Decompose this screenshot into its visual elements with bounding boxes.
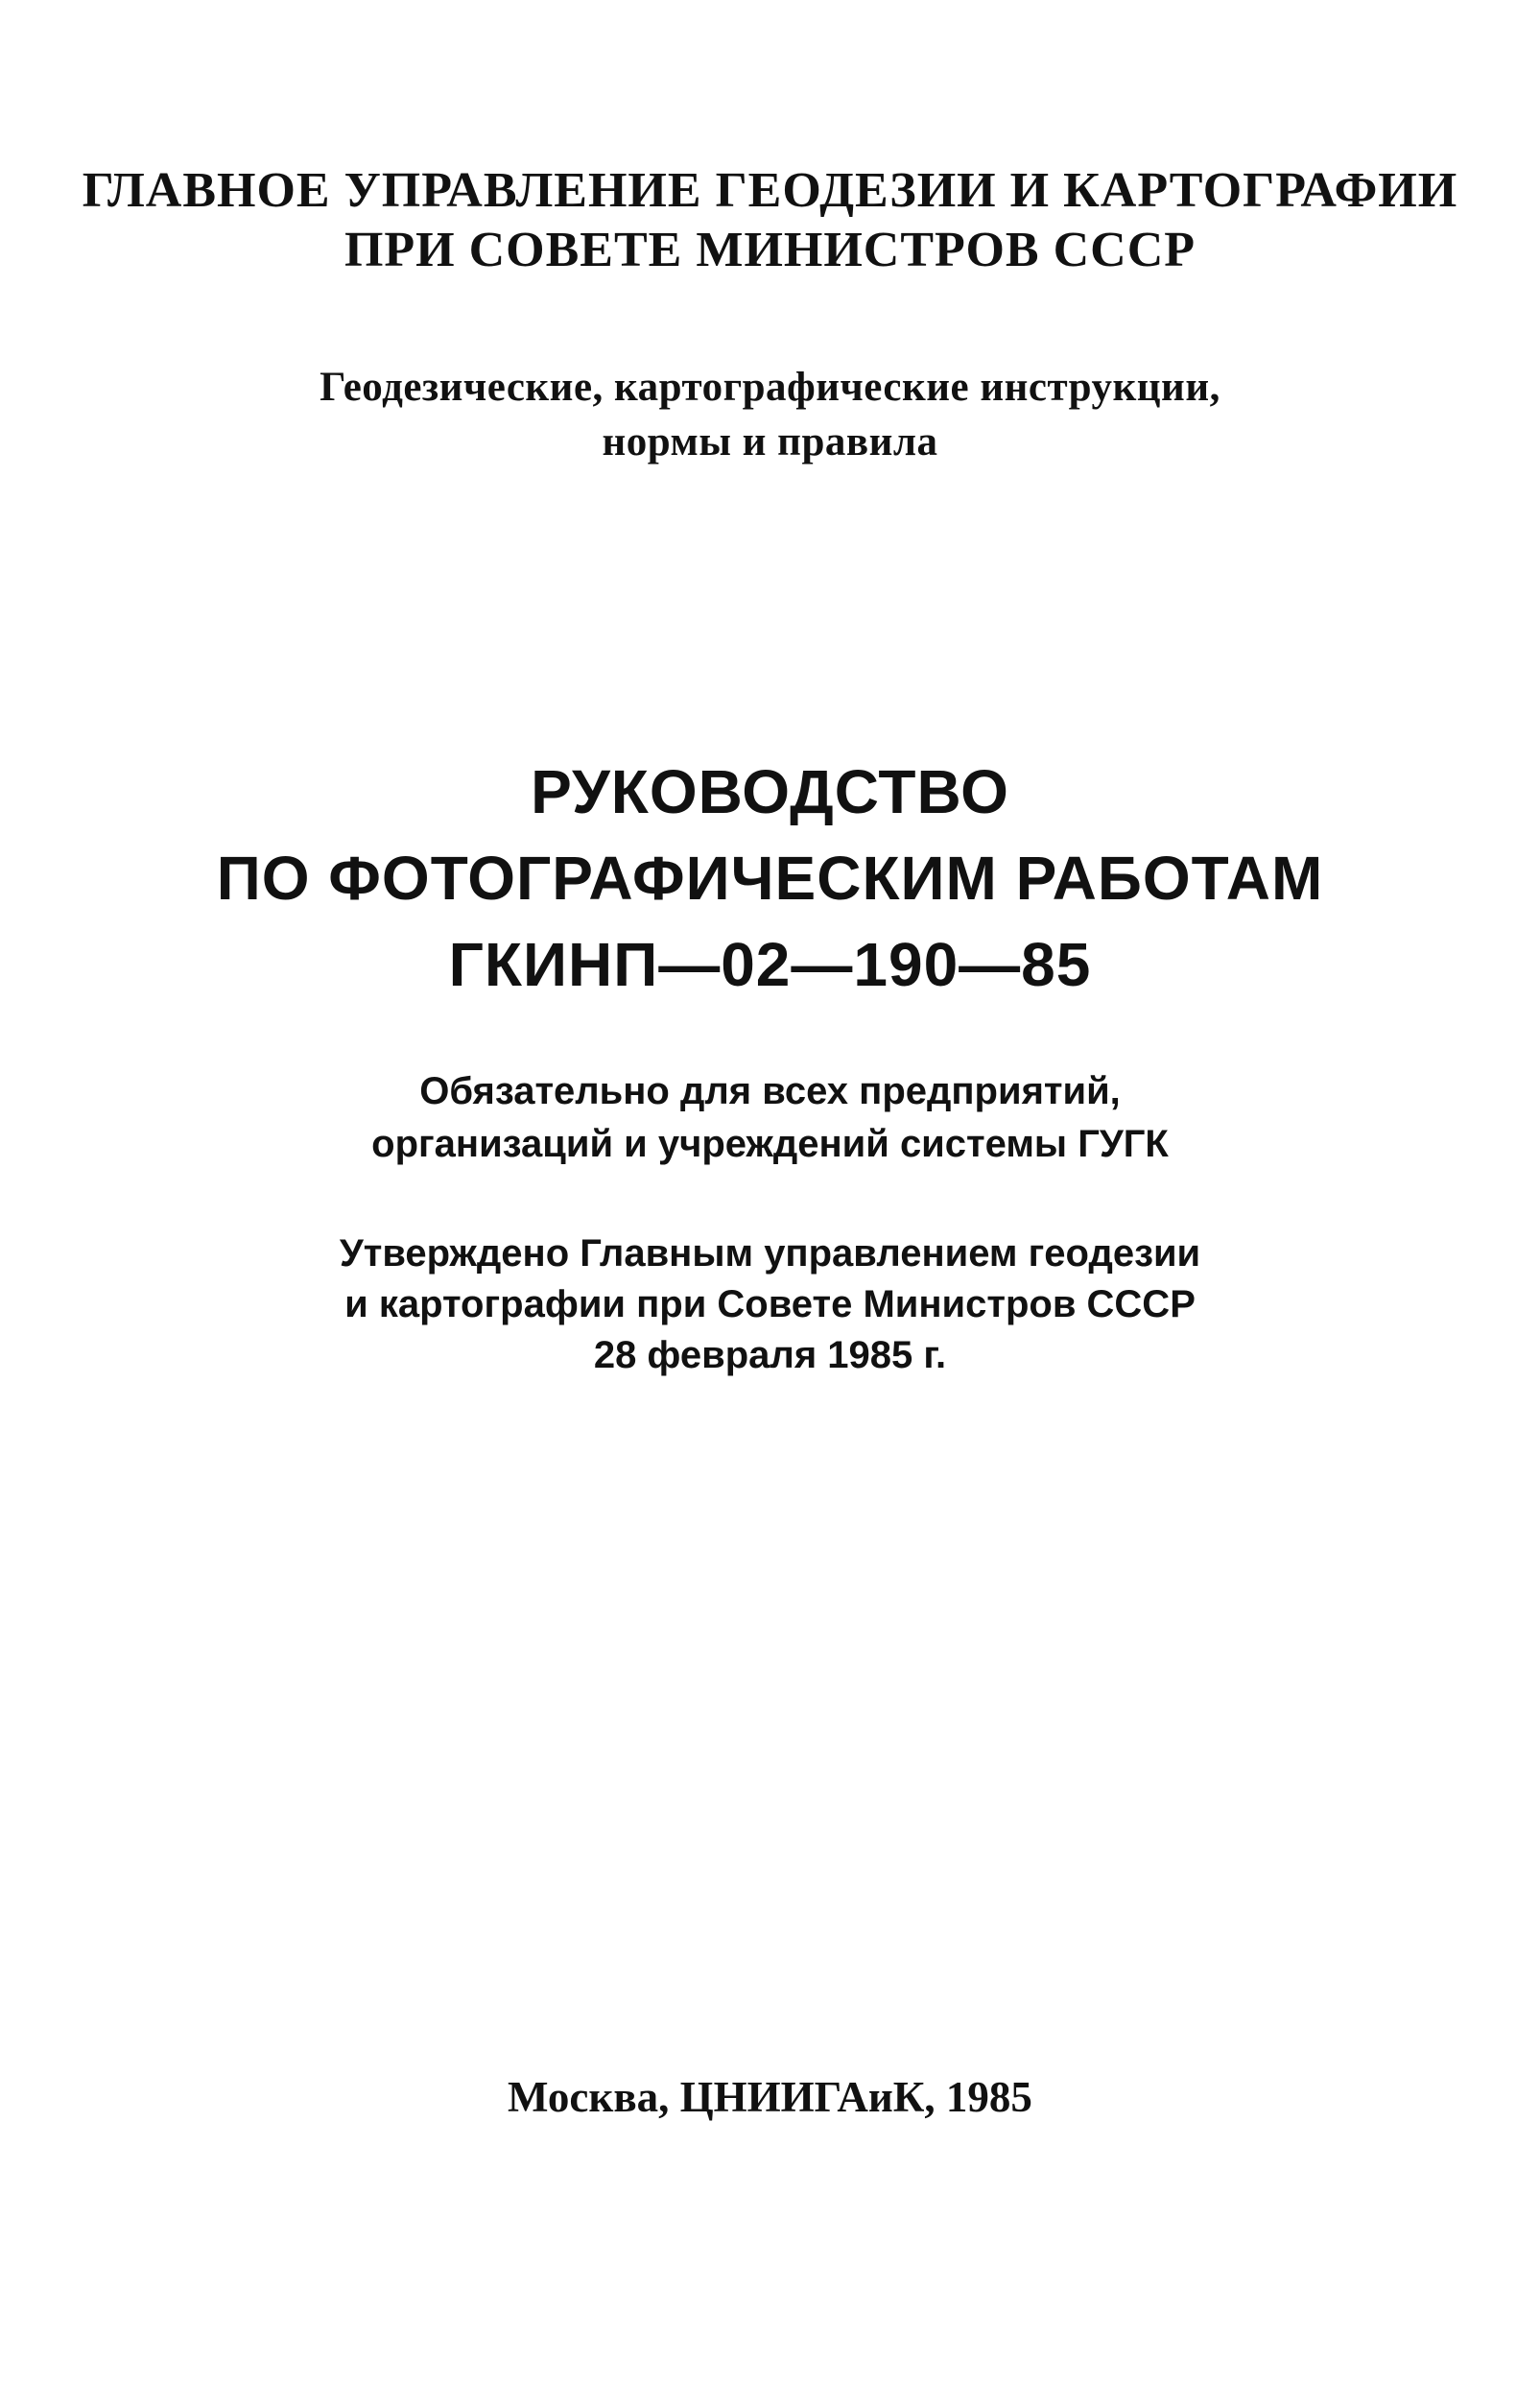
series-line-1: Геодезические, картографические инструкции, [320,365,1220,410]
approval-line-1: Утверждено Главным управлением геодезии [339,1232,1201,1275]
obligation-line-2: организаций и учреждений системы ГУГК [371,1123,1169,1165]
obligation-note [0,1065,1540,1171]
series-name [0,360,1540,469]
organization-line-2: ПРИ СОВЕТЕ МИНИСТРОВ СССР [344,223,1196,277]
document-title [0,749,1540,1008]
imprint [0,2071,1540,2124]
series-line-2: нормы и правила [602,419,938,465]
imprint-text: Москва, ЦНИИГАиК, 1985 [508,2073,1032,2121]
approval-line-2: и картографии при Совете Министров СССР [344,1283,1196,1325]
obligation-line-1: Обязательно для всех предприятий, [419,1070,1121,1112]
approval-date: 28 февраля 1985 г. [593,1334,947,1376]
organization-header [0,161,1540,280]
title-line-2: ПО ФОТОГРАФИЧЕСКИМ РАБОТАМ [216,844,1324,913]
document-code: ГКИНП—02—190—85 [448,930,1092,999]
approval-note [0,1228,1540,1381]
organization-line-1: ГЛАВНОЕ УПРАВЛЕНИЕ ГЕОДЕЗИИ И КАРТОГРАФИИ [82,163,1458,218]
title-line-1: РУКОВОДСТВО [531,757,1009,826]
